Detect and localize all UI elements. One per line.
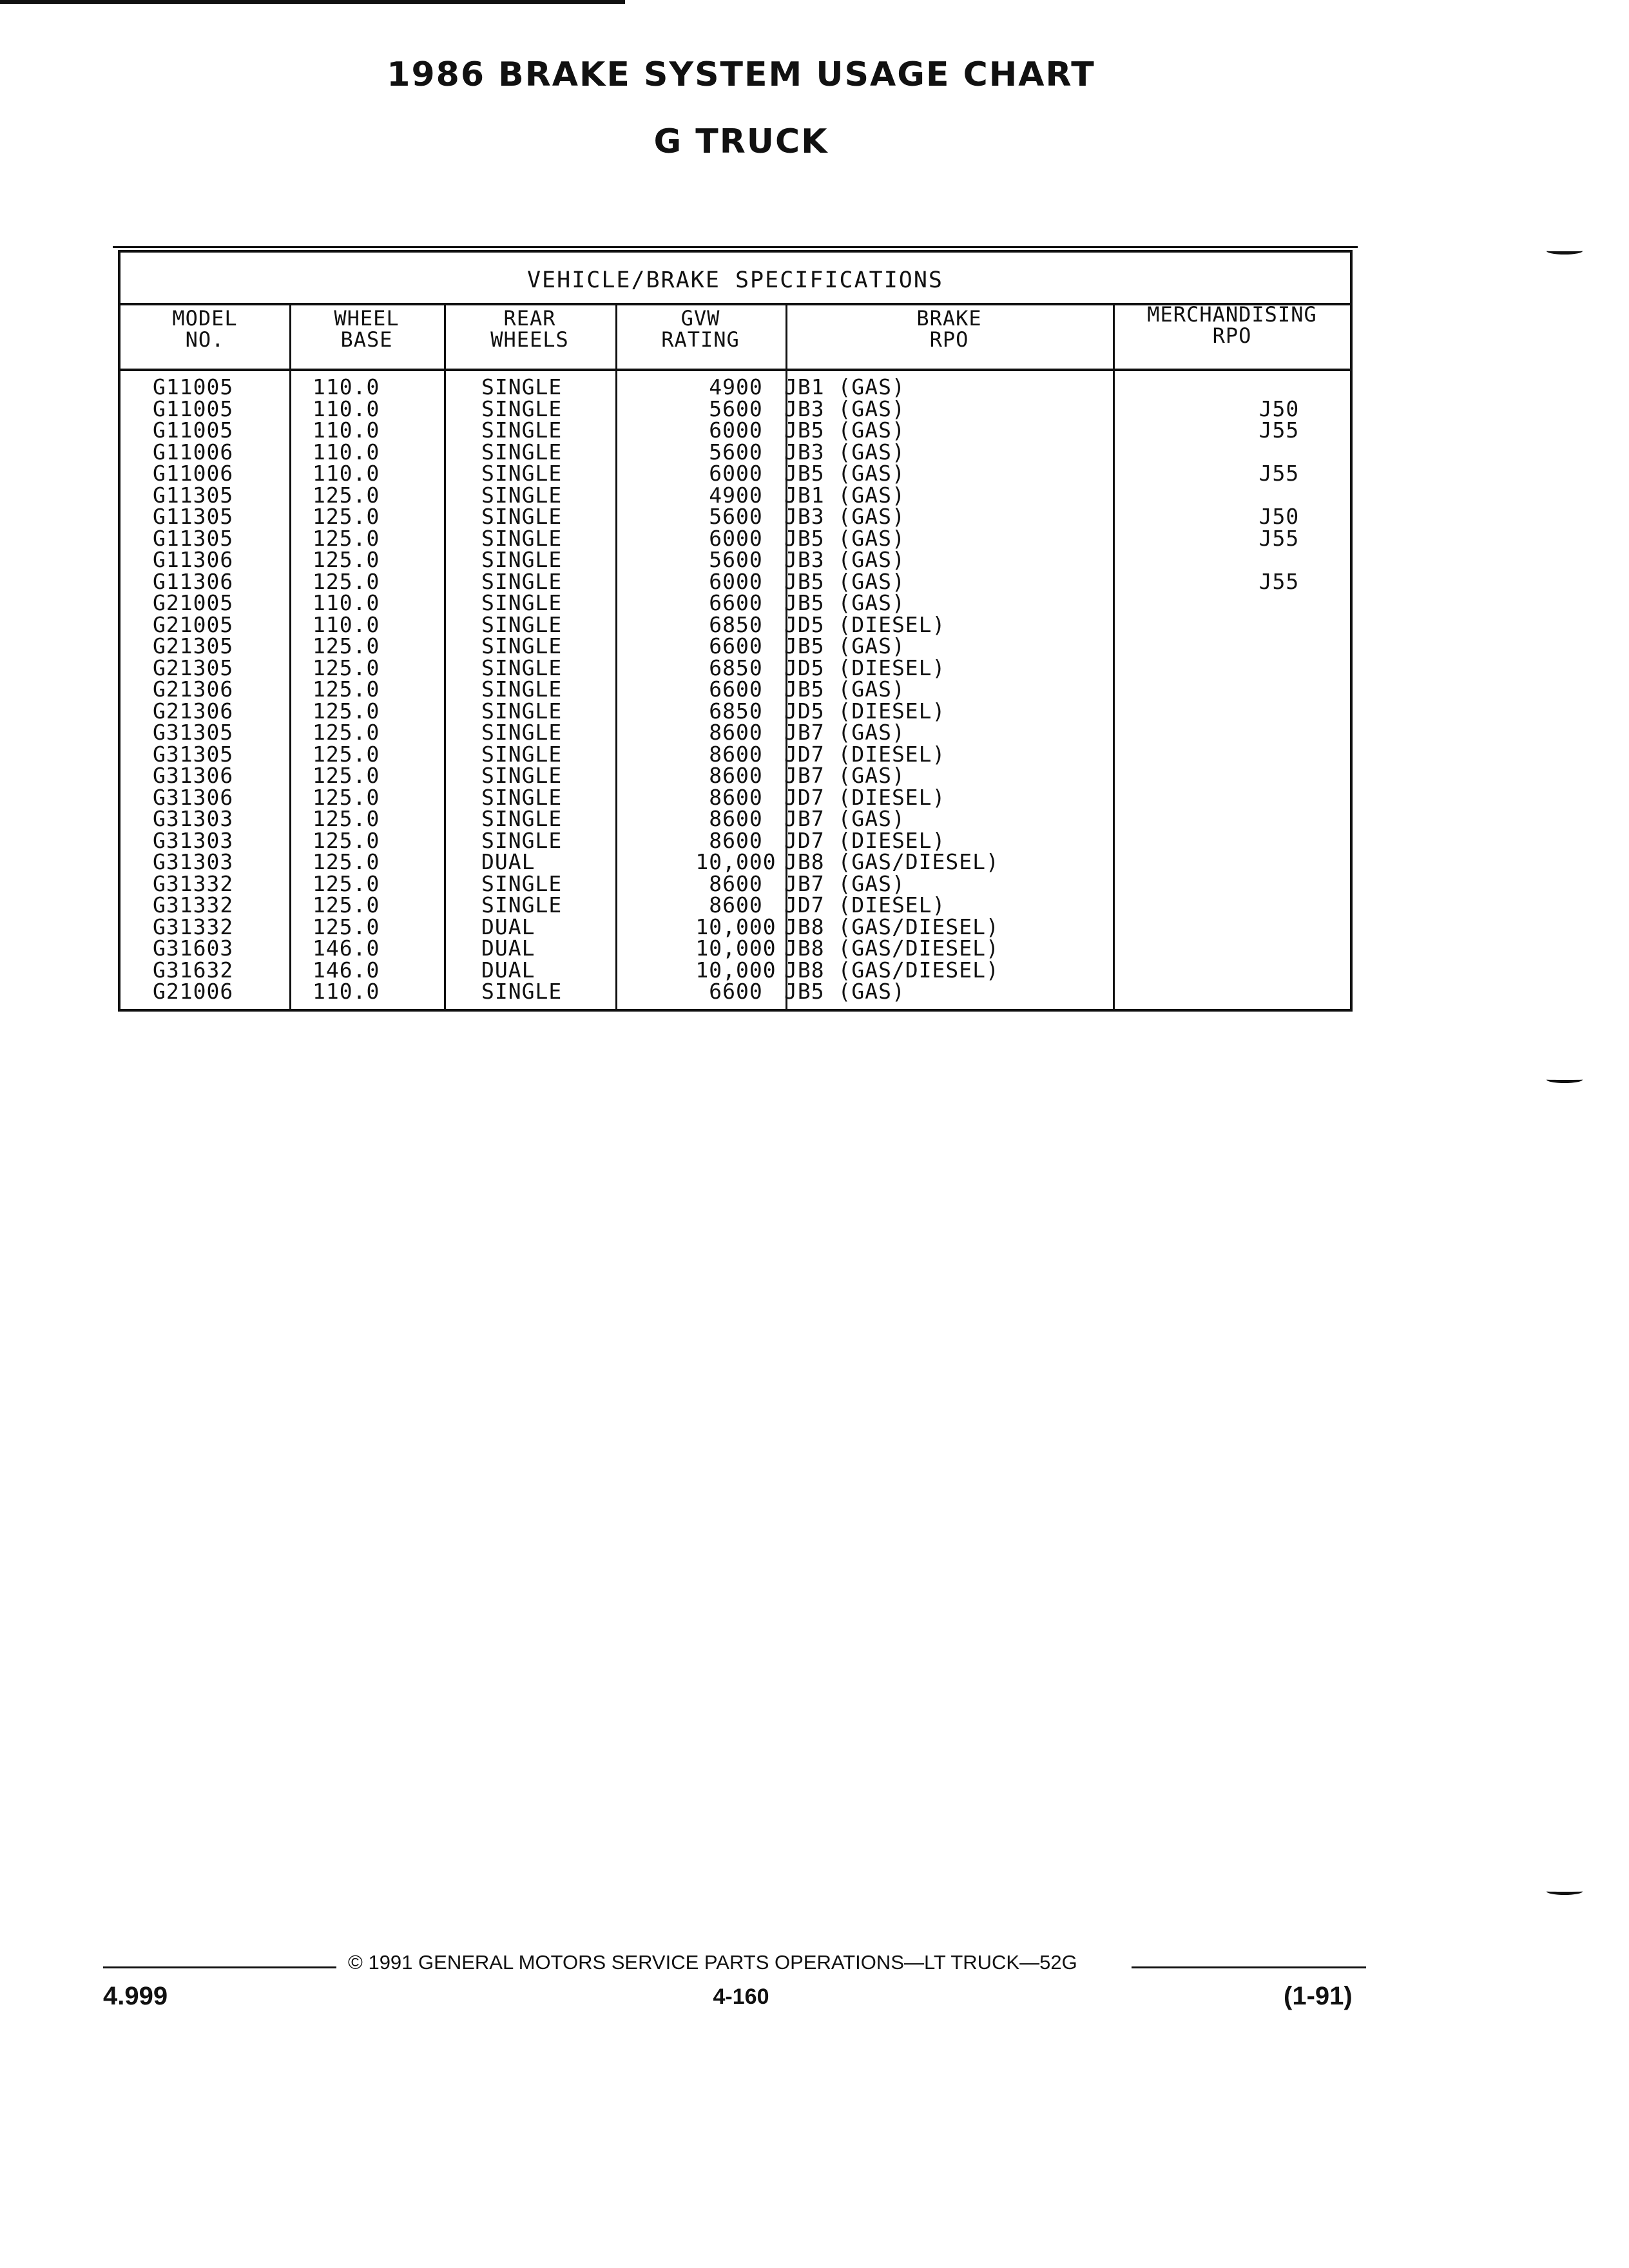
table-cell: 8600 (709, 870, 763, 896)
table-cell: G31332 (153, 914, 234, 939)
table-cell (1203, 657, 1355, 679)
table-cell: G31632 (153, 957, 234, 983)
table-cell: 110.0 (313, 611, 380, 637)
table-cell: G31306 (153, 763, 234, 788)
table-cell: 110.0 (313, 418, 380, 443)
table-cell: G11306 (153, 568, 234, 594)
table-cell: DUAL (481, 936, 535, 961)
table-cell: G21305 (153, 655, 234, 680)
table-cell: SINGLE (481, 784, 563, 810)
table-cell: SINGLE (481, 763, 563, 788)
revision-date: (1-91) (1284, 1982, 1353, 2010)
table-cell: 5600 (709, 547, 763, 572)
table-cell: 6600 (709, 677, 763, 702)
table-cell: SINGLE (481, 525, 563, 551)
table-cell: SINGLE (481, 870, 563, 896)
table-cell: G11305 (153, 482, 234, 508)
table-cell (1203, 873, 1355, 895)
table-cell: 125.0 (313, 677, 380, 702)
table-cell: 6850 (709, 698, 763, 724)
table-cell: 110.0 (313, 439, 380, 465)
page-title: 1986 BRAKE SYSTEM USAGE CHART (387, 55, 1095, 94)
table-cell: JD7 (DIESEL) (784, 741, 946, 767)
table-cell: SINGLE (481, 892, 563, 918)
table-cell: JB8 (GAS/DIESEL) (784, 957, 999, 983)
table-cell: G31303 (153, 827, 234, 853)
table-cell: JB8 (GAS/DIESEL) (784, 936, 999, 961)
column-divider (289, 303, 291, 1009)
table-cell: 125.0 (313, 568, 380, 594)
table-cell: 125.0 (313, 525, 380, 551)
table-cell: G31305 (153, 720, 234, 745)
table-cell: SINGLE (481, 547, 563, 572)
table-cell: 8600 (709, 806, 763, 831)
table-cell: 10,000 (695, 957, 776, 983)
table-cell: 6000 (709, 418, 763, 443)
table-cell: JD5 (DIESEL) (784, 611, 946, 637)
table-cell: G11306 (153, 547, 234, 572)
table-cell (1203, 916, 1355, 938)
table-cell: 10,000 (695, 936, 776, 961)
top-rule (0, 0, 625, 4)
table-cell: JB5 (GAS) (784, 633, 905, 658)
page-number: 4-160 (713, 1984, 769, 2009)
table-cell: 8600 (709, 720, 763, 745)
table-cell: JB7 (GAS) (784, 763, 905, 788)
table-cell: DUAL (481, 957, 535, 983)
table-cell: 6600 (709, 979, 763, 1004)
rear-wheels-column (481, 376, 562, 1003)
table-cell: 125.0 (313, 914, 380, 939)
table-cell: SINGLE (481, 806, 563, 831)
table-cell: G21306 (153, 698, 234, 724)
merchandising-column (1203, 376, 1355, 1003)
table-cell: SINGLE (481, 720, 563, 745)
table-cell (1203, 678, 1355, 700)
table-cell: 110.0 (313, 396, 380, 421)
table-cell: G11005 (153, 374, 234, 399)
header-rear-wheels: REAR WHEELS (490, 306, 569, 352)
table-cell (1203, 765, 1355, 787)
column-divider (615, 303, 617, 1009)
scan-mark (1547, 1076, 1583, 1083)
brake-column (784, 376, 999, 1003)
table-cell: G21305 (153, 633, 234, 658)
table-cell (1203, 744, 1355, 765)
table-cell: 125.0 (313, 806, 380, 831)
table-cell: 10,000 (695, 914, 776, 939)
table-cell: 125.0 (313, 633, 380, 658)
table-cell: JD5 (DIESEL) (784, 698, 946, 724)
table-cell: SINGLE (481, 568, 563, 594)
table-cell (1203, 937, 1355, 959)
table-cell (1203, 722, 1355, 744)
table-cell (1203, 894, 1355, 916)
table-cell: 8600 (709, 784, 763, 810)
table-cell: 125.0 (313, 784, 380, 810)
header-divider (120, 369, 1350, 371)
table-cell: 110.0 (313, 461, 380, 486)
table-cell (1203, 851, 1355, 873)
table-cell: 6000 (709, 525, 763, 551)
table-cell: SINGLE (481, 698, 563, 724)
table-cell: JB1 (GAS) (784, 482, 905, 508)
table-cell: JB5 (GAS) (784, 979, 905, 1004)
header-model: MODEL NO. (172, 306, 238, 352)
table-cell: 125.0 (313, 892, 380, 918)
table-cell: 6850 (709, 655, 763, 680)
table-cell (1203, 981, 1355, 1003)
table-cell: J50 (1258, 396, 1300, 421)
table-cell (1203, 787, 1355, 809)
header-gvw: GVW RATING (661, 306, 740, 352)
table-cell: DUAL (481, 849, 535, 874)
wheel-base-column (313, 376, 380, 1003)
table-cell (1203, 592, 1355, 614)
table-cell: 4900 (709, 374, 763, 399)
table-cell: JB7 (GAS) (784, 806, 905, 831)
table-cell: 6600 (709, 590, 763, 615)
table-cell (1203, 549, 1355, 571)
table-cell: JB3 (GAS) (784, 504, 905, 529)
scan-mark (1547, 1888, 1583, 1895)
table-cell: JB8 (GAS/DIESEL) (784, 849, 999, 874)
table-cell: G21005 (153, 590, 234, 615)
table-cell: 125.0 (313, 741, 380, 767)
table-cell: SINGLE (481, 655, 563, 680)
table-cell: 4900 (709, 482, 763, 508)
table-cell: G31332 (153, 870, 234, 896)
table-cell (1203, 376, 1355, 398)
table-cell: G31306 (153, 784, 234, 810)
table-cell: G31305 (153, 741, 234, 767)
table-cell: G31332 (153, 892, 234, 918)
table-cell: JD5 (DIESEL) (784, 655, 946, 680)
table-cell: G31303 (153, 806, 234, 831)
table-cell: G11005 (153, 418, 234, 443)
table-cell: DUAL (481, 914, 535, 939)
table-cell: SINGLE (481, 504, 563, 529)
table-cell: 110.0 (313, 979, 380, 1004)
table-cell: SINGLE (481, 482, 563, 508)
table-cell (1203, 700, 1355, 722)
table-cell: JB3 (GAS) (784, 547, 905, 572)
table-cell: J55 (1258, 418, 1300, 443)
table-cell: J50 (1258, 504, 1300, 529)
table-cell: JD7 (DIESEL) (784, 892, 946, 918)
table-cell: G11305 (153, 525, 234, 551)
table-cell (1203, 808, 1355, 830)
table-cell: 6000 (709, 568, 763, 594)
table-cell: SINGLE (481, 590, 563, 615)
table-cell (1203, 635, 1355, 657)
table-cell: SINGLE (481, 611, 563, 637)
table-cell (1203, 614, 1355, 636)
table-cell: G21306 (153, 677, 234, 702)
table-cell: 125.0 (313, 482, 380, 508)
table-cell: 5600 (709, 396, 763, 421)
table-cell: JB5 (GAS) (784, 568, 905, 594)
table-cell: JB3 (GAS) (784, 439, 905, 465)
table-cell: 6000 (709, 461, 763, 486)
column-divider (1113, 303, 1115, 1009)
table-cell: JB8 (GAS/DIESEL) (784, 914, 999, 939)
table-cell: J55 (1258, 461, 1300, 486)
table-cell: G21005 (153, 611, 234, 637)
page-subtitle: G TRUCK (653, 122, 829, 161)
footer-rule-right (1132, 1966, 1366, 1968)
table-cell: 125.0 (313, 763, 380, 788)
table-cell: JB5 (GAS) (784, 418, 905, 443)
section-number: 4.999 (103, 1982, 168, 2010)
table-cell: G11005 (153, 396, 234, 421)
table-cell: 125.0 (313, 655, 380, 680)
table-cell: G31303 (153, 849, 234, 874)
header-wheel-base: WHEEL BASE (334, 306, 400, 352)
spec-table (118, 250, 1353, 1012)
table-cell: 8600 (709, 741, 763, 767)
column-divider (444, 303, 446, 1009)
table-cell: SINGLE (481, 418, 563, 443)
table-cell: 5600 (709, 439, 763, 465)
table-cell: G21006 (153, 979, 234, 1004)
header-brake: BRAKE RPO (916, 306, 982, 352)
table-cell: J55 (1258, 568, 1300, 594)
table-caption: VEHICLE/BRAKE SPECIFICATIONS (120, 253, 1350, 305)
table-cell: 110.0 (313, 374, 380, 399)
table-cell: 8600 (709, 892, 763, 918)
table-cell: 5600 (709, 504, 763, 529)
copyright-notice: © 1991 GENERAL MOTORS SERVICE PARTS OPERATIONS—LT TRUCK—52G (348, 1951, 1077, 1974)
header-merchandising: MERCHANDISING RPO (1147, 302, 1317, 348)
table-cell: 125.0 (313, 547, 380, 572)
table-cell: 146.0 (313, 936, 380, 961)
footer-rule-left (103, 1966, 336, 1968)
table-cell: JB1 (GAS) (784, 374, 905, 399)
scan-mark (1547, 247, 1583, 255)
table-cell (1203, 830, 1355, 852)
table-cell: 146.0 (313, 957, 380, 983)
table-cell: 110.0 (313, 590, 380, 615)
table-cell: JB7 (GAS) (784, 720, 905, 745)
table-cell: SINGLE (481, 827, 563, 853)
table-cell (1203, 959, 1355, 981)
table-cell: SINGLE (481, 979, 563, 1004)
table-cell (1203, 485, 1355, 506)
table-cell (1203, 441, 1355, 463)
table-cell: 6850 (709, 611, 763, 637)
table-cell: 125.0 (313, 698, 380, 724)
table-cell: SINGLE (481, 396, 563, 421)
model-column (153, 376, 233, 1003)
table-cell: J55 (1258, 525, 1300, 551)
table-cell: 6600 (709, 633, 763, 658)
table-cell: 125.0 (313, 504, 380, 529)
table-cell: JB3 (GAS) (784, 396, 905, 421)
table-cell: SINGLE (481, 677, 563, 702)
table-cell: G11006 (153, 461, 234, 486)
table-cell: SINGLE (481, 461, 563, 486)
table-cell: 125.0 (313, 870, 380, 896)
table-cell: JB5 (GAS) (784, 677, 905, 702)
table-cell: SINGLE (481, 633, 563, 658)
table-cell: 8600 (709, 763, 763, 788)
table-cell: JB5 (GAS) (784, 461, 905, 486)
table-top-rule (113, 246, 1358, 248)
table-cell: JD7 (DIESEL) (784, 827, 946, 853)
table-cell: SINGLE (481, 374, 563, 399)
table-cell: JD7 (DIESEL) (784, 784, 946, 810)
table-cell: 8600 (709, 827, 763, 853)
table-cell: JB5 (GAS) (784, 525, 905, 551)
table-cell: 125.0 (313, 849, 380, 874)
table-cell: 125.0 (313, 827, 380, 853)
table-cell: G31603 (153, 936, 234, 961)
table-cell: G11305 (153, 504, 234, 529)
table-cell: 10,000 (695, 849, 776, 874)
table-cell: SINGLE (481, 741, 563, 767)
table-cell: JB7 (GAS) (784, 870, 905, 896)
table-cell: 125.0 (313, 720, 380, 745)
table-cell: JB5 (GAS) (784, 590, 905, 615)
table-cell: SINGLE (481, 439, 563, 465)
table-cell: G11006 (153, 439, 234, 465)
